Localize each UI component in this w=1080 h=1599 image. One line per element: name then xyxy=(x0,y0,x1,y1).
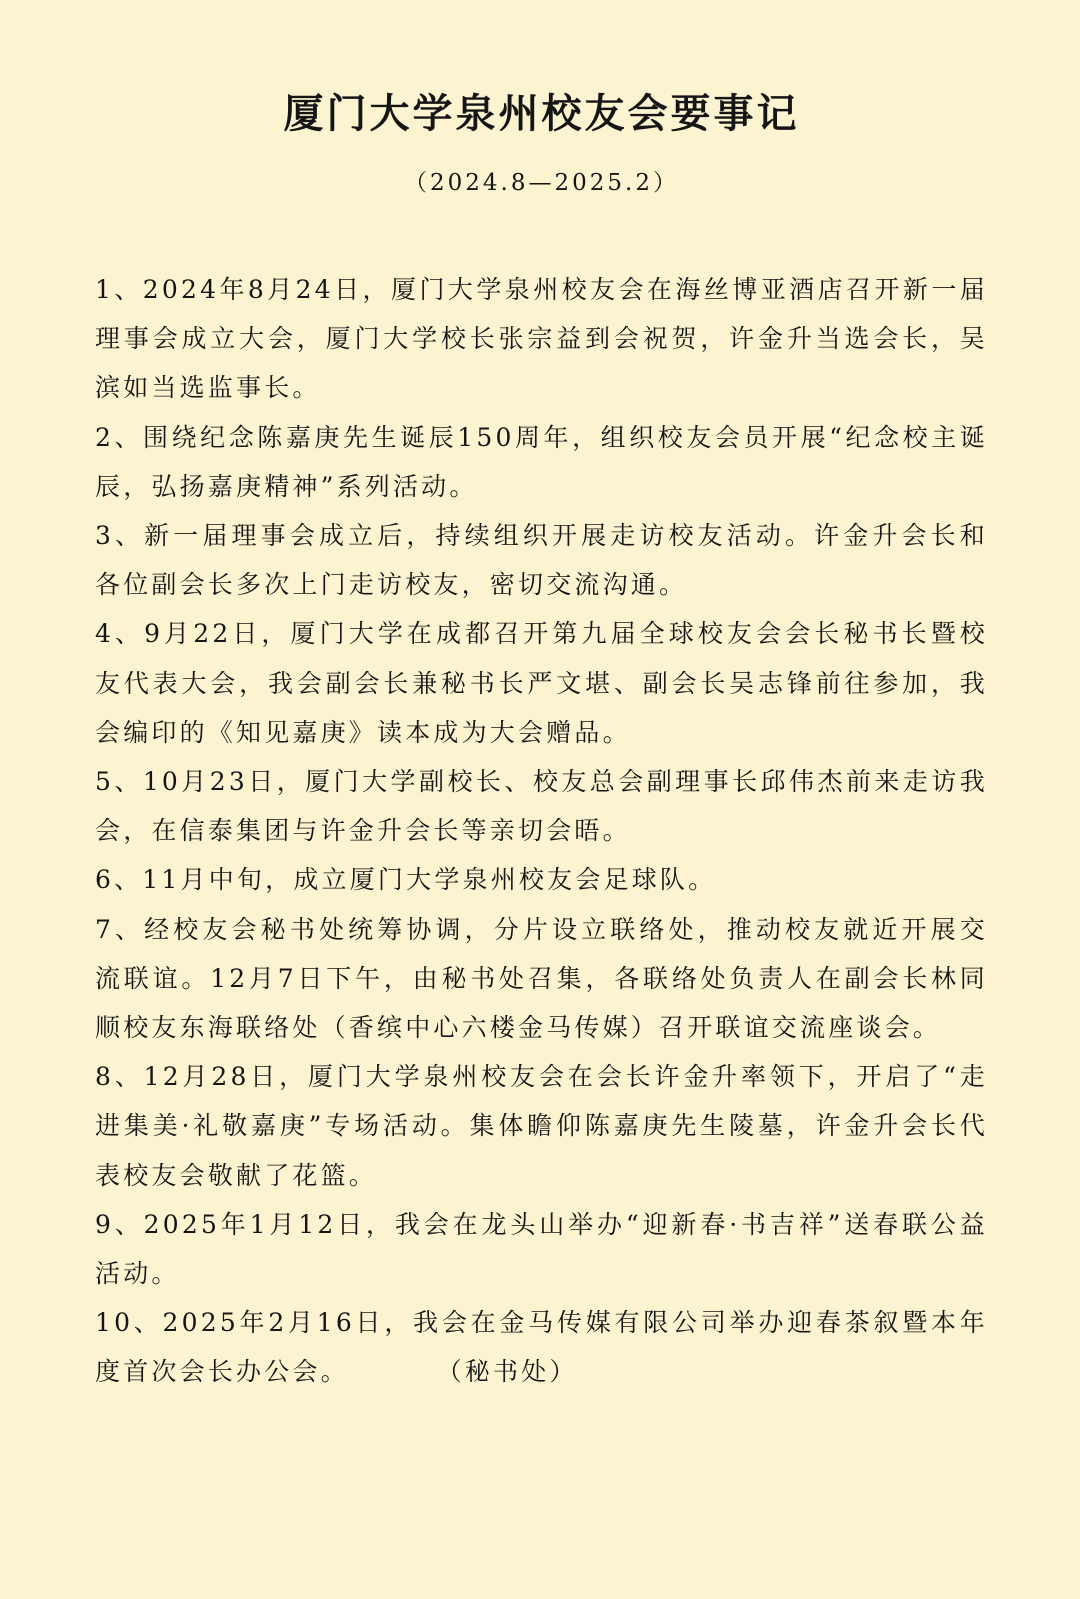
event-item-4: 4、9月22日，厦门大学在成都召开第九届全球校友会会长秘书长暨校友代表大会，我会副会长兼秘书长严文堪、副会长吴志锋前往参加，我会编印的《知见嘉庚》读本成为大会赠品。 xyxy=(95,619,988,747)
event-item-1: 1、2024年8月24日，厦门大学泉州校友会在海丝博亚酒店召开新一届理事会成立大会，厦门大学校长张宗益到会祝贺，许金升当选会长，吴滨如当选监事长。 xyxy=(95,275,988,403)
event-item-9: 9、2025年1月12日，我会在龙头山举办“迎新春·书吉祥”送春联公益活动。 xyxy=(95,1209,988,1289)
event-item-6: 6、11月中旬，成立厦门大学泉州校友会足球队。 xyxy=(95,865,717,895)
event-item-2: 2、围绕纪念陈嘉庚先生诞辰150周年，组织校友会员开展“纪念校主诞辰，弘扬嘉庚精神”系列活动。 xyxy=(95,422,988,501)
date-range-subtitle: （2024.8—2025.2） xyxy=(404,170,679,196)
event-item-5: 5、10月23日，厦门大学副校长、校友总会副理事长邱伟杰前来走访我会，在信泰集团与许金升会长等亲切会晤。 xyxy=(95,767,988,846)
event-item-3: 3、新一届理事会成立后，持续组织开展走访校友活动。许金升会长和各位副会长多次上门走访校友，密切交流沟通。 xyxy=(95,521,988,600)
event-item-8: 8、12月28日，厦门大学泉州校友会在会长许金升率领下，开启了“走进集美·礼敬嘉庚”专场活动。集体瞻仰陈嘉庚先生陵墓，许金升会长代表校友会敬献了花篮。 xyxy=(95,1062,988,1190)
event-list xyxy=(95,265,988,1397)
event-item-10: 10、2025年2月16日，我会在金马传媒有限公司举办迎春茶叙暨本年度首次会长办公会。 （秘书处） xyxy=(95,1308,988,1387)
page-title: 厦门大学泉州校友会要事记 xyxy=(283,90,800,137)
document-page xyxy=(0,88,1080,1599)
event-item-7: 7、经校友会秘书处统筹协调，分片设立联络处，推动校友就近开展交流联谊。12月7日下午，由秘书处召集，各联络处负责人在副会长林同顺校友东海联络处（香缤中心六楼金马传媒）召开联谊交流座谈会。 xyxy=(95,914,988,1043)
